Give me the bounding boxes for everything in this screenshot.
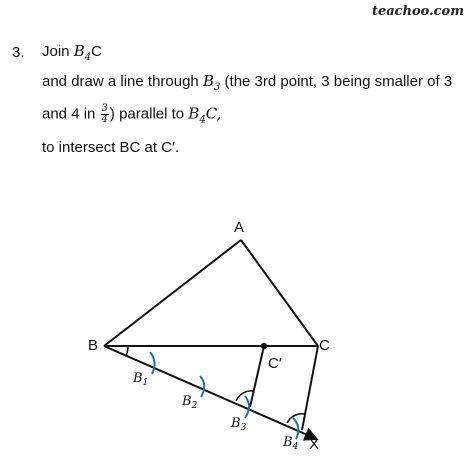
label-B4: B4 (283, 435, 299, 452)
segment-B3Cprime (250, 346, 264, 407)
instruction-line-4: to intersect BC at C′. (42, 139, 180, 156)
compass-mark-B1 (150, 352, 155, 374)
instruction-line-2: and draw a line through $B_3$ (the 3rd point, 3 being smaller of 3 (42, 72, 453, 93)
label-C-prime: C′ (268, 355, 282, 372)
label-A: A (234, 219, 245, 236)
label-B2: B2 (182, 394, 198, 411)
label-C: C (319, 337, 330, 354)
brand-logo: teachoo.com (371, 4, 464, 19)
step-number: 3. (12, 44, 25, 61)
label-B: B (88, 337, 99, 354)
point-C-prime (261, 343, 267, 349)
compass-mark-B2 (200, 376, 204, 397)
label-B3: B3 (231, 416, 247, 433)
fraction-three-fourths: $\frac{3}{4}$ (101, 103, 108, 125)
label-B1: B1 (133, 371, 149, 388)
instruction-line-3: and 4 in $\frac{3}{4}$ ) parallel to $B_4C$, (42, 103, 222, 126)
label-X: X (309, 436, 320, 453)
angle-arc-B (126, 346, 128, 356)
instruction-line-1: Join $B_4C$ (42, 42, 102, 63)
angle-arc-B3 (236, 391, 253, 401)
segment-AC (241, 240, 318, 346)
segment-BA (104, 240, 241, 346)
segment-B4C (302, 346, 318, 430)
